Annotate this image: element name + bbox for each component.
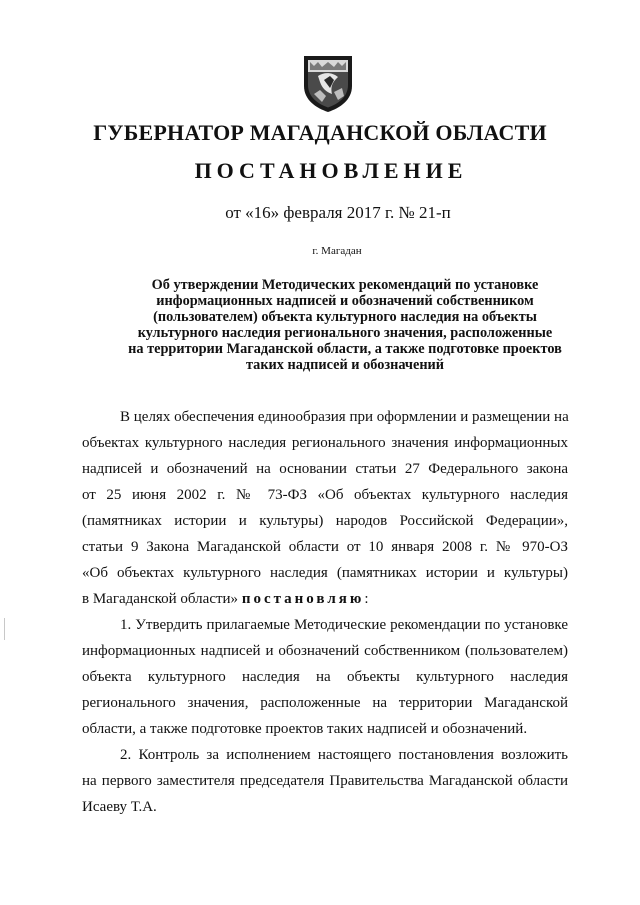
text-line: Исаеву Т.А. — [82, 799, 157, 815]
text-line: 1. Утвердить прилагаемые Методические рекомендации по установке — [120, 617, 568, 633]
text-line: регионального значения, расположенные на территории Магаданской — [82, 695, 568, 711]
subject-line: информационных надписей и обозначений собственником — [156, 293, 534, 309]
text-fragment: в Магаданской области» — [82, 591, 239, 607]
text-line: объектах культурного наследия регионального значения информационных — [82, 435, 568, 451]
text-line: 2. Контроль за исполнением настоящего постановления возложить — [120, 747, 568, 763]
text-line: объекта культурного наследия на объекты культурного наследия — [82, 669, 568, 685]
decree-subject — [88, 277, 602, 373]
text-line: «Об объектах культурного наследия (памятниках истории и культуры) — [82, 565, 568, 581]
scan-margin-mark — [4, 618, 5, 640]
text-line: области, а также подготовке проектов таких надписей и обозначений. — [82, 721, 528, 737]
subject-line: на территории Магаданской области, а также подготовке проектов — [128, 341, 562, 357]
subject-line: (пользователем) объекта культурного наследия на объекты — [153, 309, 537, 325]
text-line: на первого заместителя председателя Правительства Магаданской области — [82, 773, 568, 789]
item-2-paragraph — [82, 742, 568, 820]
text-line: В целях обеспечения единообразия при оформлении и размещении на — [120, 409, 569, 425]
text-line: (памятниках истории и культуры) народов Российской Федерации», — [82, 513, 568, 529]
text-line: от 25 июня 2002 г. № 73-ФЗ «Об объектах культурного наследия — [82, 487, 568, 503]
text-line: информационных надписей и обозначений собственником (пользователем) — [82, 643, 568, 659]
decree-type-title: ПОСТАНОВЛЕНИЕ — [194, 158, 468, 183]
preamble-paragraph — [82, 404, 568, 612]
subject-line: культурного наследия регионального значения, расположенные — [137, 325, 553, 341]
item-1-paragraph — [82, 612, 568, 742]
text-fragment: : — [364, 591, 369, 607]
text-line: статьи 9 Закона Магаданской области от 10 января 2008 г. № 970-ОЗ — [82, 539, 568, 555]
decree-date-number: от «16» февраля 2017 г. № 21-п — [225, 203, 451, 222]
magadan-coat-of-arms-icon — [300, 52, 356, 114]
resolves-word: постановляю — [241, 591, 365, 607]
issue-city: г. Магадан — [312, 245, 362, 257]
subject-line: Об утверждении Методических рекомендаций по установке — [151, 277, 539, 293]
text-line — [82, 586, 568, 612]
governor-heading: ГУБЕРНАТОР МАГАДАНСКОЙ ОБЛАСТИ — [93, 120, 547, 145]
subject-line: таких надписей и обозначений — [245, 357, 445, 373]
text-line: надписей и обозначений на основании статьи 27 Федерального закона — [82, 461, 568, 477]
